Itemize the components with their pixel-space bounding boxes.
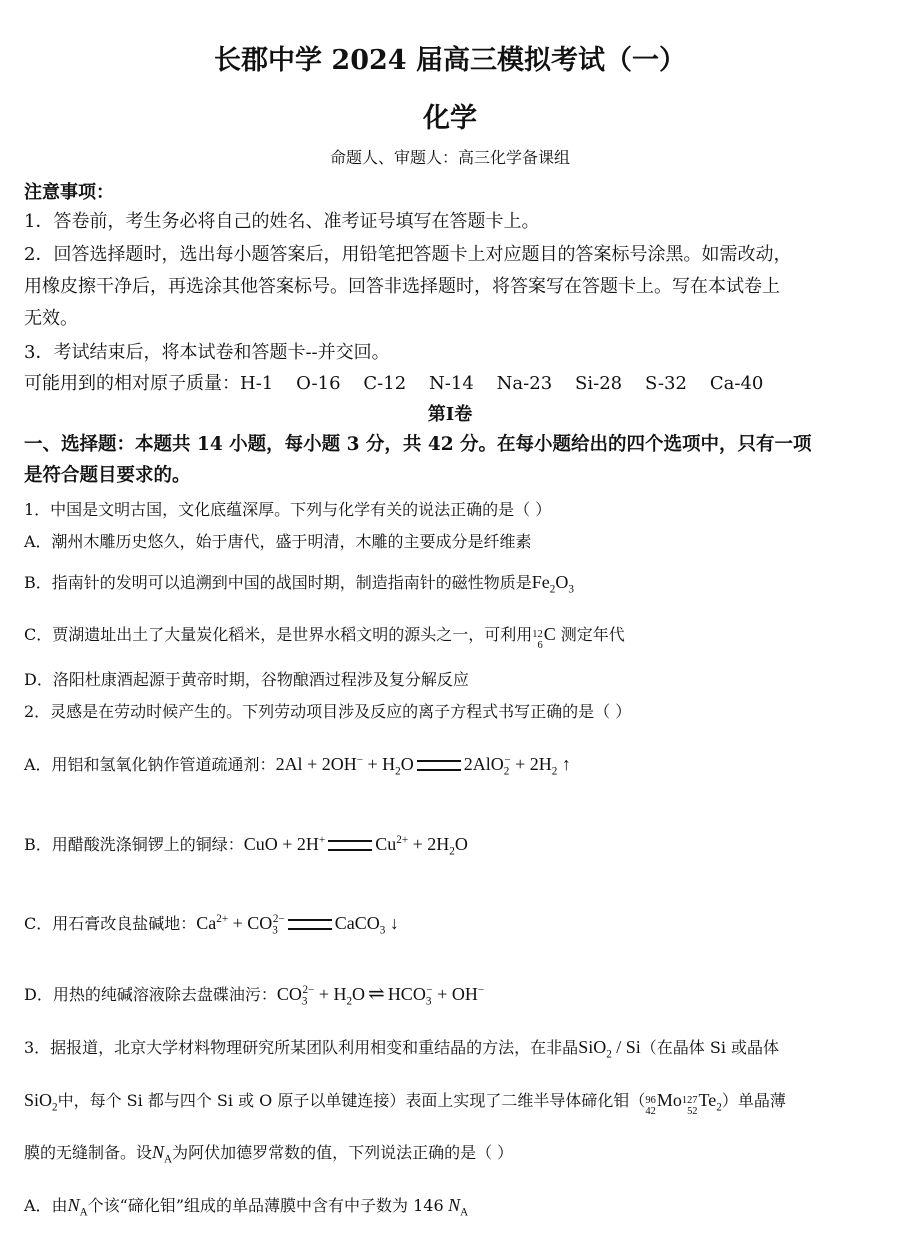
q1-option-c-tail: 测定年代 [560,625,625,644]
q3-line-3-text: 膜的无缝制备。设 [24,1143,153,1162]
q2-option-d [24,981,484,1006]
q1-option-b [24,570,574,596]
note-2-line-3: 无效。 [24,308,78,329]
q2-option-a [24,752,571,778]
atomic-masses: 可能用到的相对原子质量：H-1 O-16 C-12 N-14 Na-23 Si-28 S-32 Ca-40 [24,373,764,394]
note-1: 1．答卷前，考生务必将自己的姓名、准考证号填写在答题卡上。 [24,211,540,232]
q2-option-b [24,832,468,858]
fe2o3-formula: $Fe_2O_3$ [531,572,574,596]
sio2-formula: SiO$_2$ [24,1090,58,1114]
authors-line: 命题人、审题人：高三化学备课组 [329,148,570,167]
q3-option-a-text: A．由 [24,1196,68,1215]
q1-option-c-text: C．贾湖遗址出土了大量炭化稻米，是世界水稻文明的源头之一，可利用 [24,625,533,644]
section-1-line-2: 是符合题目要求的。 [24,465,191,486]
c12-isotope: 12 6 C [532,624,556,652]
notes-heading: 注意事项： [24,182,114,203]
q3-option-a-tail: 个该“碲化钼”组成的单品薄膜中含有中子数为 146 [87,1196,444,1215]
q3-option-a [24,1193,469,1219]
mote2-formula: 96 42 Mo 127 52 $Te_2$ [645,1090,722,1118]
q2-equation-b: CuO + 2H+ $Cu^{2+} + 2H_2O$ [243,834,468,858]
sio2-si-formula: SiO$_2$ / Si [578,1037,641,1061]
q1-option-d: D．洛阳杜康酒起源于黄帝时期，谷物酿酒过程涉及复分解反应 [24,670,469,689]
volume-heading: 第Ⅰ卷 [427,404,473,425]
q2-option-d-text: D．用热的纯碱溶液除去盘碟油污： [24,985,277,1004]
q2-option-a-text: A．用铝和氢氧化钠作管道疏通剂： [24,755,276,774]
q3-line-3 [24,1140,514,1166]
avogadro-symbol: $N_A$ [152,1142,173,1166]
q2-equation-a: $2Al + 2OH^- + H_2O$ $2AlO_2^- + 2H_2$ ↑ [275,754,571,778]
q2-option-b-text: B．用醋酸洗涤铜锣上的铜绿： [24,835,244,854]
section-1-line-1: 一、选择题：本题共 14 小题，每小题 3 分，共 42 分。在每小题给出的四个选项中，只有一项 [24,434,812,455]
q2-option-c [24,911,399,937]
subject-title: 化学 [423,103,477,134]
q1-option-c [24,622,625,652]
q2-option-c-text: C．用石膏改良盐碱地： [24,914,197,933]
q3-line-1 [24,1035,780,1061]
q3-line-1-text: 3．据报道，北京大学材料物理研究所某团队利用相变和重结晶的方法，在非晶 [24,1038,579,1057]
q1-stem: 1．中国是文明古国，文化底蕴深厚。下列与化学有关的说法正确的是（ ） [24,500,552,519]
q3-line-2-text: 中，每个 Si 都与四个 Si 或 O 原子以单键连接）表面上实现了二维半导体碲化钼（ [57,1091,646,1110]
exam-title: 长郡中学 2024 届高三模拟考试（一） [214,45,686,76]
q1-option-a: A．潮州木雕历史悠久，始于唐代，盛于明清，木雕的主要成分是纤维素 [24,532,532,551]
q1-option-b-text: B．指南针的发明可以追溯到中国的战国时期，制造指南针的磁性物质是 [24,573,532,592]
q2-equation-c: $Ca^{2+} + CO_3^{2-}$ CaCO$_3$ ↓ [196,913,399,937]
q3-line-2 [24,1088,786,1118]
note-2-line-1: 2．回答选择题时，选出每小题答案后，用铅笔把答题卡上对应题目的答案标号涂黑。如需改动， [24,244,792,265]
q2-equation-d: $CO_3^{2-} + H_2O$ ⇌ $HCO_3^- + OH^-$ [276,983,485,1008]
note-2-line-2: 用橡皮擦干净后，再选涂其他答案标号。回答非选择题时，将答案写在答题卡上。写在本试卷上 [24,276,780,297]
q3-line-2-tail: ）单晶薄 [721,1091,786,1110]
note-3: 3．考试结束后，将本试卷和答题卡--并交回。 [24,342,390,363]
avogadro-symbol-2: $N_A$ [67,1195,88,1219]
q2-stem: 2．灵感是在劳动时候产生的。下列劳动项目涉及反应的离子方程式书写正确的是（ ） [24,702,632,721]
q3-line-1-tail: （在晶体 Si 或晶体 [640,1038,780,1057]
avogadro-symbol-3: $N_A$ [443,1195,469,1219]
q3-line-3-tail: 为阿伏加德罗常数的值，下列说法正确的是（ ） [172,1143,514,1162]
